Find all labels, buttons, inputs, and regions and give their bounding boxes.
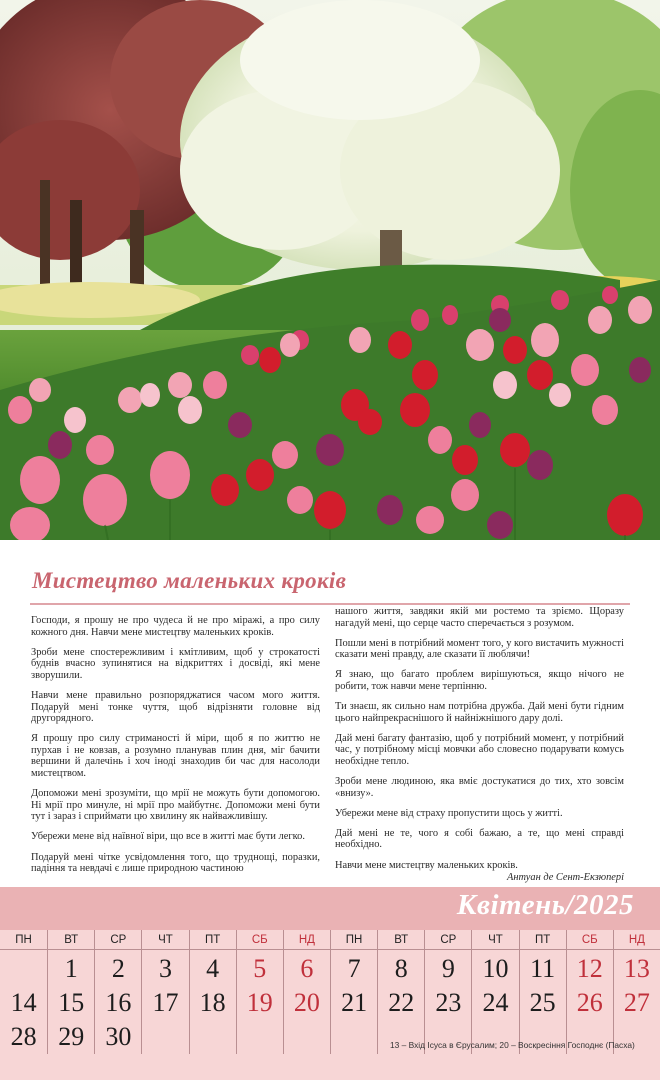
weekday-header: НД: [283, 930, 330, 950]
weekday-header: ВТ: [377, 930, 424, 950]
calendar-day: 7: [330, 950, 377, 986]
calendar-day: 17: [141, 986, 188, 1020]
calendar-day: 23: [424, 986, 471, 1020]
weekday-header: ПТ: [519, 930, 566, 950]
paragraph: Дай мені не те, чого я собі бажаю, а те, що мені справді необхідно.: [335, 827, 624, 851]
article-section: [0, 540, 660, 887]
weekday-header: ПТ: [189, 930, 236, 950]
weekday-header: ЧТ: [141, 930, 188, 950]
calendar-day: 25: [519, 986, 566, 1020]
weekday-header: НД: [613, 930, 660, 950]
calendar-day: 20: [283, 986, 330, 1020]
weekday-header: СР: [424, 930, 471, 950]
paragraph: Допоможи мені зрозуміти, що мрії не можуть бути допомогою. Ні мрії про минуле, ні мрії про майбутнє. Допоможи мені бути тут і зараз і сприймати цю хвилину як найважливішу.: [31, 788, 320, 823]
calendar-day: 28: [10, 1022, 37, 1051]
weekday-header: ПН: [0, 930, 47, 950]
article-right-column: [335, 606, 624, 884]
title-divider: [30, 603, 630, 605]
calendar-day: 4: [189, 950, 236, 986]
calendar-day: 10: [471, 950, 518, 986]
paragraph: Зроби мене спостережливим і кмітливим, щоб у строкатості буднів вчасно зупинятися на відкриттях і досвіді, які мене зворушили.: [31, 646, 320, 681]
weekday-header: СБ: [236, 930, 283, 950]
weekday-header: ВТ: [47, 930, 94, 950]
holidays-note: 13 – Вхід Ісуса в Єрусалим; 20 – Воскресіння Господнє (Пасха): [390, 1040, 635, 1050]
calendar-empty-cell: [189, 1020, 236, 1054]
paragraph: Господи, я прошу не про чудеса й не про міражі, а про силу кожного дня. Навчи мене мистецтву маленьких кроків.: [31, 615, 320, 638]
weekday-header: ЧТ: [471, 930, 518, 950]
paragraph: Я прошу про силу стриманості й міри, щоб я по життю не пурхав і не ковзав, а розумно планував плин дня, міг бачити вершини й далечінь і хоч іноді знаходив би час для насолоди мистецтвом.: [31, 733, 320, 780]
paragraph: Убережи мене від страху пропустити щось у житті.: [335, 807, 563, 819]
paragraph: Ти знаєш, як сильно нам потрібна дружба. Дай мені бути гідним цього найпрекраснішого й найніжнішого дару долі.: [335, 701, 624, 724]
calendar-day: 12: [566, 950, 613, 986]
article-title: Мистецтво маленьких кроків: [32, 568, 347, 593]
paragraph: Убережи мене від наївної віри, що все в житті має бути легко.: [31, 831, 305, 843]
calendar-day: 18: [189, 986, 236, 1020]
calendar-day: 6: [283, 950, 330, 986]
paragraph: Дай мені багату фантазію, щоб у потрібний момент, у потрібний час, у потрібному місці мовчки або словесно подарувати комусь необхідне тепло.: [335, 732, 624, 767]
month-title: Квітень/2025: [456, 889, 634, 921]
calendar-day: 8: [377, 950, 424, 986]
calendar-day: 5: [236, 950, 283, 986]
paragraph: Подаруй мені чітке усвідомлення того, що труднощі, поразки, падіння та невдачі є лише природною частиною: [31, 851, 320, 875]
paragraph: Навчи мене мистецтву маленьких кроків.: [335, 859, 518, 871]
calendar-day: 14: [10, 988, 37, 1017]
paragraph: Я знаю, що багато проблем вирішуються, якщо нічого не робити, тож навчи мене терпінню.: [335, 669, 624, 692]
article-left-column: [31, 615, 320, 883]
calendar-empty-cell: [141, 1020, 188, 1054]
calendar-day: 9: [424, 950, 471, 986]
calendar-table: [0, 930, 660, 1058]
weekday-header: ПН: [330, 930, 377, 950]
calendar-day: 11: [519, 950, 566, 986]
calendar-grid: [0, 930, 660, 1080]
calendar-day: 22: [377, 986, 424, 1020]
calendar-empty-cell: [0, 950, 47, 986]
calendar-day: 29: [47, 1020, 94, 1054]
calendar-day: 3: [141, 950, 188, 986]
calendar-day: 1: [47, 950, 94, 986]
calendar-header: [0, 887, 660, 930]
weekday-header: СР: [94, 930, 141, 950]
weekday-header: СБ: [566, 930, 613, 950]
calendar-day: 19: [236, 986, 283, 1020]
calendar-day: 13: [613, 950, 660, 986]
calendar-day: 15: [47, 986, 94, 1020]
calendar-day: 27: [613, 986, 660, 1020]
calendar-empty-cell: [283, 1020, 330, 1054]
calendar-empty-cell: [330, 1020, 377, 1054]
calendar-day: 30: [94, 1020, 141, 1054]
calendar-day: 21: [330, 986, 377, 1020]
paragraph: Зроби мене людиною, яка вміє достукатися до тих, хто зовсім «внизу».: [335, 776, 624, 799]
calendar-day: 26: [566, 986, 613, 1020]
calendar-day: 16: [94, 986, 141, 1020]
calendar-day: 2: [94, 950, 141, 986]
paragraph: Пошли мені в потрібний момент того, у кого вистачить мужності сказати мені правду, але сказати її люблячи!: [335, 637, 624, 661]
paragraph: Навчи мене правильно розпоряджатися часом мого життя. Подаруй мені тонке чуття, щоб відрізняти головне від другорядного.: [31, 689, 320, 725]
article-author: Антуан де Сент-Екзюпері: [507, 872, 624, 884]
paragraph: нашого життя, завдяки якій ми ростемо та зріємо. Щоразу нагадуй мені, що серце часто сперечається з розумом.: [335, 606, 624, 629]
calendar-day: 24: [471, 986, 518, 1020]
calendar-empty-cell: [236, 1020, 283, 1054]
